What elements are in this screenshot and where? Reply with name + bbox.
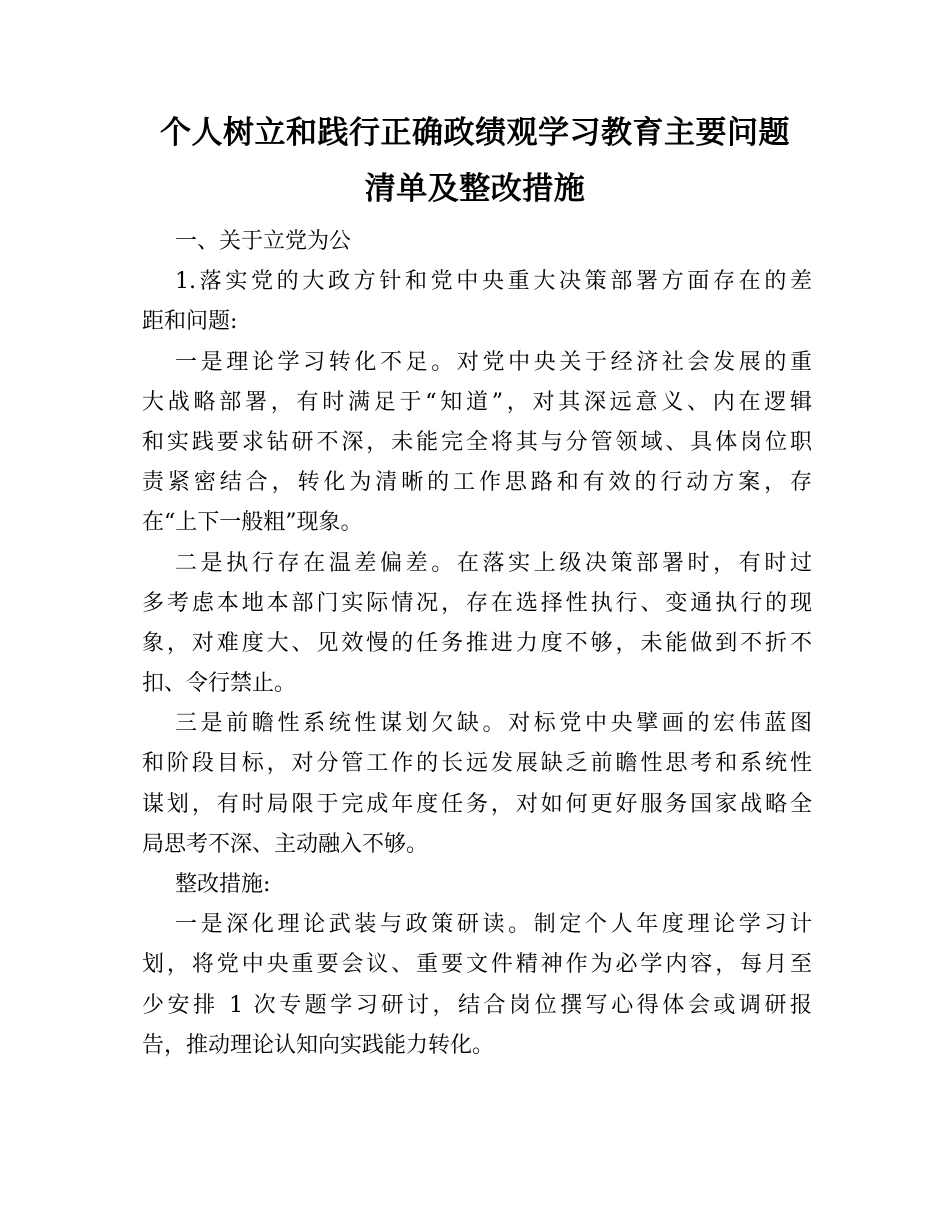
section-heading: 一、关于立党为公	[175, 229, 352, 254]
paragraph-line: 一是理论学习转化不足。对党中央关于经济社会发展的重	[175, 349, 812, 375]
paragraph-line: 和实践要求钻研不深，未能完全将其与分管领域、具体岗位职	[142, 429, 812, 455]
problem-paragraph-3	[142, 704, 812, 865]
paragraph-line: 谋划，有时局限于完成年度任务，对如何更好服务国家战略全	[142, 791, 812, 817]
paragraph-line: 责紧密结合，转化为清晰的工作思路和有效的行动方案，存	[142, 470, 812, 496]
measures-heading: 整改措施:	[175, 872, 271, 897]
paragraph-line: 一是深化理论武装与政策研读。制定个人年度理论学习计	[175, 912, 812, 938]
paragraph-line: 象，对难度大、见效慢的任务推进力度不够，未能做到不折不	[142, 630, 812, 656]
document-title-line-2: 清单及整改措施	[364, 171, 586, 207]
paragraph-line: 划，将党中央重要会议、重要文件精神作为必学内容，每月至	[142, 952, 812, 978]
paragraph-line: 大战略部署，有时满足于“知道”，对其深远意义、内在逻辑	[142, 389, 812, 415]
item-heading-line: 1.落实党的大政方针和党中央重大决策部署方面存在的差	[175, 269, 812, 295]
paragraph-line: 告，推动理论认知向实践能力转化。	[142, 1032, 495, 1058]
problem-paragraph-2	[142, 544, 812, 705]
paragraph-line: 在“上下一般粗”现象。	[142, 510, 363, 536]
problem-paragraph-1	[142, 343, 812, 544]
paragraph-line: 少安排 1 次专题学习研讨，结合岗位撰写心得体会或调研报	[142, 992, 812, 1018]
paragraph-line: 和阶段目标，对分管工作的长远发展缺乏前瞻性思考和系统性	[142, 751, 812, 777]
item-heading	[142, 262, 812, 342]
document-body	[142, 222, 812, 1066]
paragraph-line: 三是前瞻性系统性谋划欠缺。对标党中央擘画的宏伟蓝图	[175, 711, 812, 737]
paragraph-line: 局思考不深、主动融入不够。	[142, 831, 429, 857]
item-heading-line: 距和问题:	[142, 309, 238, 335]
paragraph-line: 扣、令行禁止。	[142, 671, 297, 697]
document-title-line-1: 个人树立和践行正确政绩观学习教育主要问题	[160, 115, 790, 151]
paragraph-line: 多考虑本地本部门实际情况，存在选择性执行、变通执行的现	[142, 590, 812, 616]
measure-paragraph-1	[142, 905, 812, 1066]
paragraph-line: 二是执行存在温差偏差。在落实上级决策部署时，有时过	[175, 550, 812, 576]
